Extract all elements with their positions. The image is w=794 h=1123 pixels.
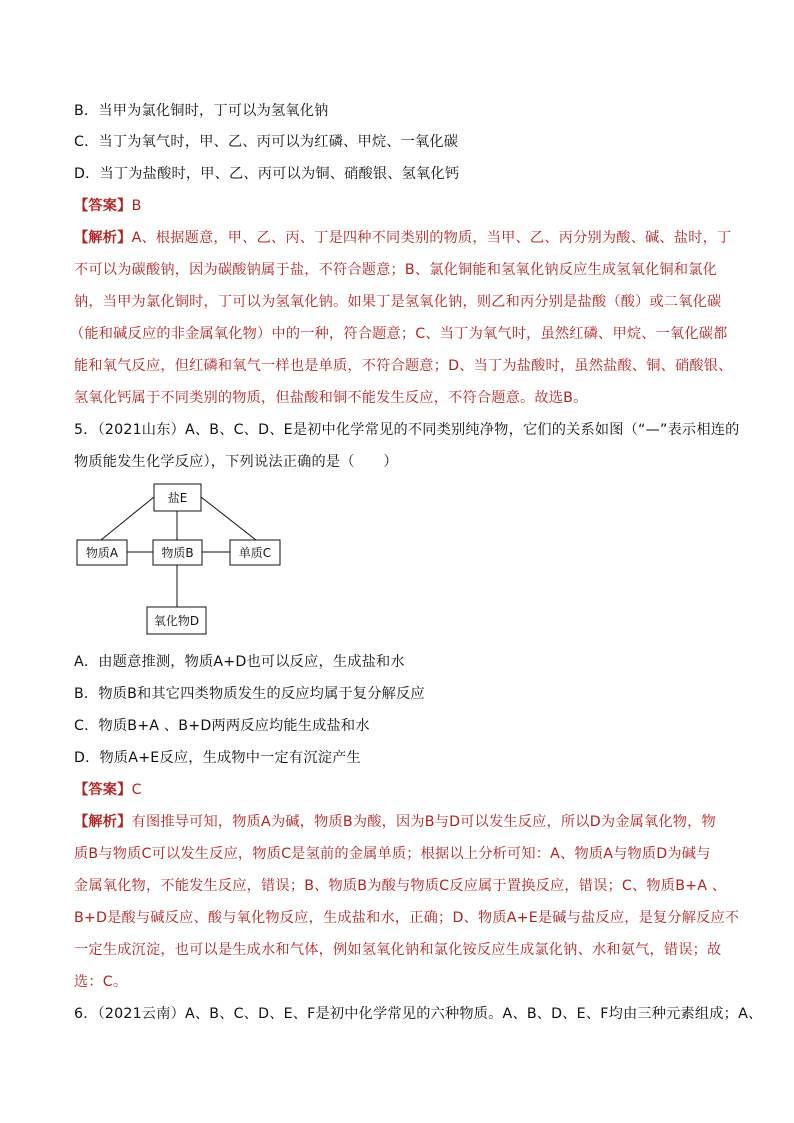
label-element-c: 单质C	[238, 546, 272, 560]
answer-q5	[74, 780, 142, 800]
option-q4-d: D．当丁为盐酸时，甲、乙、丙可以为铜、硝酸银、氢氧化钙	[74, 166, 460, 182]
analysis-q4-line-1: 不可以为碳酸钠，因为碳酸钠属于盐，不符合题意；B、氯化铜能和氢氧化钠反应生成氢氧化铜和氯化	[74, 262, 717, 278]
answer-value: C	[131, 782, 142, 798]
answer-tag: 【答案】	[74, 782, 132, 798]
question-5-line-1: 物质能发生化学反应），下列说法正确的是（ ）	[74, 454, 398, 470]
analysis-q5-line-3: B+D是酸与碱反应、酸与氧化物反应，生成盐和水，正确；D、物质A+E是碱与盐反应，是复分解反应不	[74, 910, 740, 926]
analysis-text: A、根据题意，甲、乙、丙、丁是四种不同类别的物质，当甲、乙、丙分别为酸、碱、盐时，丁	[131, 230, 732, 246]
analysis-text: 有图推导可知，物质A为碱，物质B为酸，因为B与D可以发生反应，所以D为金属氧化物，物	[131, 814, 716, 830]
analysis-q4-line-2: 钠，当甲为氯化铜时，丁可以为氢氧化钠。如果丁是氢氧化钠，则乙和丙分别是盐酸（酸）或二氧化碳	[74, 294, 722, 310]
label-salt-e: 盐E	[167, 491, 188, 505]
option-q4-b: B．当甲为氯化铜时，丁可以为氢氧化钠	[74, 103, 329, 119]
question-5-line-0: 5．（2021山东）A、B、C、D、E是初中化学常见的不同类别纯净物，它们的关系如图（“—”表示相连的	[74, 422, 740, 438]
option-q5-d: D．物质A+E反应，生成物中一定有沉淀产生	[74, 750, 361, 766]
analysis-q5-line-0	[74, 812, 716, 832]
option-q5-a: A．由题意推测，物质A+D也可以反应，生成盐和水	[74, 654, 405, 670]
analysis-q5-line-1: 质B与物质C可以发生反应，物质C是氢前的金属单质；根据以上分析可知：A、物质A与物质D为碱与	[74, 846, 711, 862]
label-substance-a: 物质A	[85, 546, 119, 560]
option-q5-b: B．物质B和其它四类物质发生的反应均属于复分解反应	[74, 686, 425, 702]
option-q4-c: C．当丁为氧气时，甲、乙、丙可以为红磷、甲烷、一氧化碳	[74, 134, 459, 150]
analysis-q4-line-4: 能和氧气反应，但红磷和氧气一样也是单质，不符合题意；D、当丁为盐酸时，虽然盐酸、铜、硝酸银、	[74, 358, 733, 374]
question-6-line-0: 6．（2021云南）A、B、C、D、E、F是初中化学常见的六种物质。A、B、D、E、F均由三种元素组成；A、	[74, 1006, 763, 1022]
link-e-c	[201, 497, 256, 540]
link-e-a	[101, 497, 154, 540]
analysis-tag: 【解析】	[74, 230, 132, 246]
answer-tag: 【答案】	[74, 198, 132, 214]
analysis-q4-line-3: （能和碱反应的非金属氧化物）中的一种，符合题意；C、当丁为氧气时，虽然红磷、甲烷、一氧化碳都	[70, 326, 728, 342]
analysis-q5-line-2: 金属氧化物，不能发生反应，错误；B、物质B为酸与物质C反应属于置换反应，错误；C、物质B+A 、	[74, 878, 727, 894]
analysis-tag: 【解析】	[74, 814, 132, 830]
option-q5-c: C．物质B+A 、B+D两两反应均能生成盐和水	[74, 718, 370, 734]
analysis-q5-line-5: 选：C。	[74, 974, 128, 990]
label-oxide-d: 氧化物D	[153, 614, 200, 628]
label-substance-b: 物质B	[161, 546, 194, 560]
analysis-q5-line-4: 一定生成沉淀，也可以是生成水和气体，例如氢氧化钠和氯化铵反应生成氯化钠、水和氨气，错误；故	[74, 942, 722, 958]
analysis-q4-line-5: 氢氧化钙属于不同类别的物质，但盐酸和铜不能发生反应，不符合题意。故选B。	[74, 390, 588, 406]
answer-value: B	[131, 198, 142, 214]
